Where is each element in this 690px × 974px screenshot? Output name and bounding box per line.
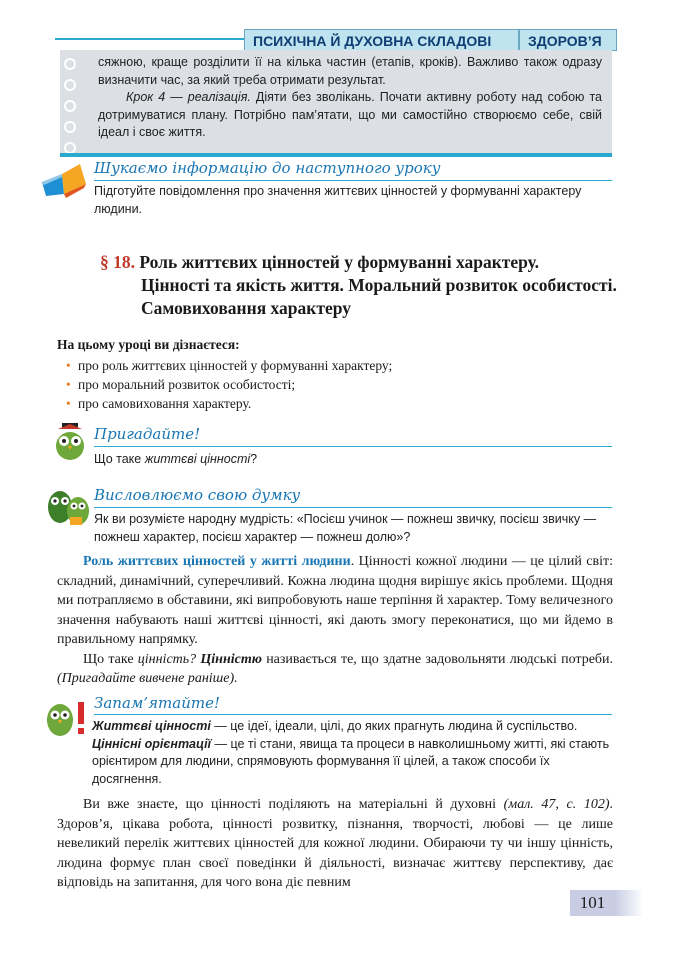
learn-item: • про моральний розвиток особистості; [78, 375, 392, 394]
search-heading: Шукаємо інформацію до наступного уроку [94, 159, 441, 177]
owl-icon [52, 422, 88, 462]
remember-text-italic: життєві цінності [144, 452, 251, 466]
learn-list [78, 356, 392, 413]
definition-2 [92, 736, 614, 789]
owl-exclamation-icon [44, 698, 90, 738]
paragraph-title-line-2: Цінності та якість життя. Моральний розвиток особистості. [141, 275, 617, 295]
book-icon [40, 162, 88, 200]
body2-reference: (мал. 47, с. 102) [503, 797, 610, 812]
body2-text-after: . Здоров’я, цікава робота, цінності розвитку, пізнання, творчості, любові — це лише невеликий перелік життєвих цінностей для кожної людини. Обираючи ту чи іншу цінність, людина формує план своєї поведінки й діяльності, визначає життєву перспективу, дає відповідь на запитання, для чого вона діє певним [57, 797, 614, 890]
definition-term-1: Життєві цінності [92, 719, 211, 733]
remember-heading: Пригадайте! [94, 425, 201, 443]
question-bold: Цінністю [200, 651, 262, 667]
body-paragraph-2 [57, 795, 613, 893]
header-title-1: ПСИХІЧНА Й ДУХОВНА СКЛАДОВІ [244, 29, 519, 51]
learn-heading: На цьому уроці ви дізнаєтеся: [57, 337, 240, 352]
definition-term-2: Ціннісні орієнтації [92, 736, 212, 751]
paragraph-title-line-3: Самовиховання характеру [141, 298, 351, 318]
learn-item: • про роль життєвих цінностей у формуванні характеру; [78, 356, 392, 375]
body-highlight: Роль життєвих цінностей у житті людини [83, 554, 351, 569]
note-step-text: Діяти без зволікань. Почати активну роботу над собою та дотримуватися плану. Потрібно пам’ятати, що ми самостійно створюємо себе, свій ідеал і своє життя. [98, 90, 602, 139]
question-paren: (Пригадайте вивчене раніше). [57, 671, 238, 686]
question-before: Що таке [83, 651, 138, 667]
header-rule [55, 38, 245, 40]
remember-text-before: Що таке [94, 452, 145, 466]
paragraph-title-line-1: Роль життєвих цінностей у формуванні характеру. [139, 252, 540, 272]
opinion-heading: Висловлюємо свою думку [94, 486, 301, 504]
body-paragraph-1 [57, 552, 613, 689]
search-text: Підготуйте повідомлення про значення життєвих цінностей у формуванні характеру людини. [94, 184, 582, 216]
note-bottom-band [60, 153, 612, 157]
remember-rule [94, 446, 612, 447]
note-text [98, 54, 602, 142]
paragraph-title [100, 251, 620, 320]
header-title-2: ЗДОРОВ’Я [519, 29, 617, 51]
note-step-4 [98, 89, 602, 142]
page-number: 101 [570, 890, 615, 916]
question-italic: цінність? [137, 651, 197, 667]
remember-text-after: ? [250, 452, 258, 466]
page-number-fade [615, 890, 643, 916]
opinion-text: Як ви розумієте народну мудрість: «Посієш учинок — пожнеш звичку, посієш звичку — пожнеш характер, посієш характер — пожнеш долю»? [94, 512, 597, 544]
note-step-label: Крок 4 — реалізація. [126, 90, 251, 104]
remember-text [94, 450, 257, 468]
memorize-definitions [92, 718, 614, 788]
search-rule [94, 180, 612, 181]
paragraph-number: § 18. [100, 252, 135, 272]
note-line-1: сяжною, краще розділити її на кілька частин (етапів, кроків). Важливо також одразу визначити час, за який треба отримати результат. [98, 55, 602, 87]
body-text-1: . Цінності кожної людини — це цілий світ: складний, динамічний, суперечливий. Кожна людина щодня вирішує якісь проблеми. Щодня ми потрапляємо в обставини, які випробовують наше терпіння й характер. Тому величезного значення набувають наші життєві цінності, які дають змогу переконатися, що ми йдемо в правильному напрямку. [57, 554, 614, 647]
body2-text-before: Ви вже знаєте, що цінності поділяють на матеріальні й духовні [83, 797, 504, 812]
opinion-rule [94, 507, 612, 508]
memorize-rule [94, 714, 612, 715]
definition-text-2: — це ті стани, явища та процеси в навколишньому житті, які стають орієнтиром для людини, спрямовують формування її цілей, а також способи їх досягнення. [92, 736, 610, 786]
memorize-heading: Запам’ятайте! [94, 694, 220, 712]
notebook-rings-icon [64, 58, 78, 148]
definition-text-1: — це ідеї, ідеали, цілі, до яких прагнуть людина й суспільство. [210, 719, 578, 733]
question-after: називається те, що здатне задовольняти людські потреби. [261, 651, 614, 667]
owls-talking-icon [46, 483, 92, 527]
definition-1 [92, 718, 614, 736]
learn-item: • про самовиховання характеру. [78, 394, 392, 413]
